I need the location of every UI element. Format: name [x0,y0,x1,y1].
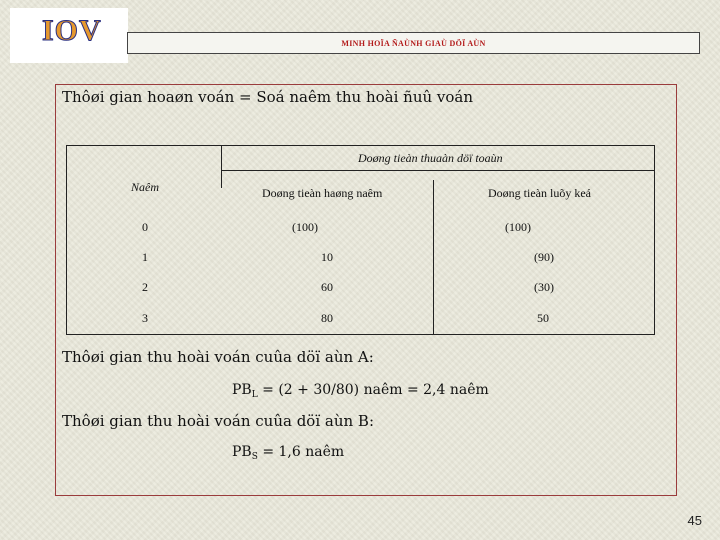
table-cell-year: 1 [142,250,148,264]
table-cell-annual: 10 [321,250,333,264]
table-cell-year: 2 [142,280,148,294]
project-a-title: Thôøi gian thu hoài voán cuûa döï aùn A: [62,348,374,366]
cash-flow-table [66,145,655,335]
table-header-year: Naêm [131,180,159,194]
header-title: MINH HOÏA ÑAÙNH GIAÙ DÖÏ AÙN [341,38,486,48]
table-divider [221,170,654,171]
table-cell-cumulative: (100) [505,220,531,234]
table-divider [221,146,222,188]
table-cell-annual: 80 [321,311,333,325]
project-b-formula: $PB_S = 1,6$ naêm [232,444,345,462]
table-divider [433,180,434,335]
header-bar [127,32,700,54]
page-number: 45 [687,513,702,528]
project-b-title: Thôøi gian thu hoài voán cuûa döï aùn B: [62,412,374,430]
logo [10,8,128,63]
table-cell-year: 3 [142,311,148,325]
table-cell-annual: 60 [321,280,333,294]
logo-text: IOV [42,14,102,47]
table-cell-year: 0 [142,220,148,234]
table-cell-cumulative: (30) [534,280,554,294]
project-a-formula: $PB_L = (2 + 30/80)$ naêm = 2,4 naêm [232,382,489,400]
table-header-cumulative: Doøng tieàn luõy keá [488,186,591,200]
table-cell-cumulative: (90) [534,250,554,264]
table-cell-cumulative: 50 [537,311,549,325]
table-cell-annual: (100) [292,220,318,234]
table-header-annual: Doøng tieàn haøng naêm [262,186,383,200]
definition-line: Thôøi gian hoaøn voán = Soá naêm thu hoài ñuû voán [62,88,474,106]
table-group-header: Doøng tieàn thuaàn döï toaùn [358,151,503,165]
